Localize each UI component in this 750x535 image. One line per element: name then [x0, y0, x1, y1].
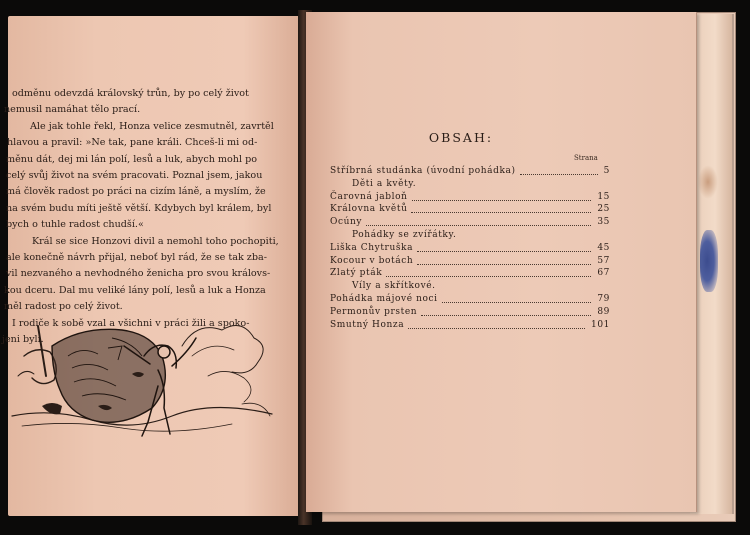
toc-entry	[330, 217, 610, 230]
text-line: vil nezvaného a nevhodného ženicha pro svou královs-	[6, 268, 271, 280]
text-line: na svém budu míti ještě větší. Kdybych byl králem, byl	[6, 202, 272, 214]
text-line: Ale jak tohle řekl, Honza velice zesmutněl, zavrtěl	[30, 120, 274, 132]
entry-page-number: 5	[603, 166, 610, 176]
toc-entry	[330, 320, 610, 333]
dot-leader	[520, 174, 598, 175]
entry-page-number: 89	[597, 306, 610, 317]
toc-entry	[330, 192, 610, 205]
entry-title: Čarovná jabloň	[330, 191, 408, 202]
left-page	[2, 16, 302, 516]
right-page	[306, 12, 697, 512]
text-line: hlavou a pravil: »Ne tak, pane králi. Chceš-li mi od-	[7, 137, 258, 149]
entry-title: Liška Chytruška	[330, 242, 414, 253]
text-line: jeni byli.	[2, 334, 44, 346]
toc-entry	[330, 294, 610, 307]
toc-entry	[330, 204, 610, 217]
text-line: Král se sice Honzovi divil a nemohl toho pochopiti,	[32, 235, 279, 247]
entry-title: Kocour v botách	[330, 255, 414, 266]
toc-entry	[330, 268, 610, 281]
dot-leader	[386, 276, 591, 277]
text-line: celý svůj život na svém pracovati. Poznal jsem, jakou	[6, 170, 263, 182]
text-line: měl radost po celý život.	[4, 301, 123, 313]
text-line: měnu dát, dej mi lán polí, lesů a luk, abych mohl po	[6, 153, 258, 165]
toc-entry	[330, 307, 610, 320]
dot-leader	[417, 251, 591, 252]
entry-page-number: 25	[597, 204, 610, 215]
entry-page-number: 45	[597, 242, 610, 253]
text-line: má člověk radost po práci na cizím láně, a myslím, že	[6, 186, 266, 198]
page-column-header: Strana	[574, 154, 598, 162]
entry-title: Zlatý pták	[330, 268, 383, 279]
entry-title: Smutný Honza	[330, 319, 405, 330]
entry-title: Ocúny	[330, 217, 363, 228]
text-line: ale konečně návrh přijal, neboť byl rád, že se tak zba-	[6, 252, 267, 264]
text-line: nemusil namáhat tělo prací.	[4, 104, 141, 116]
dot-leader	[366, 225, 591, 226]
toc-section-heading	[330, 281, 610, 294]
section-title: Děti a květy.	[352, 178, 417, 189]
section-title: Víly a skřítkové.	[352, 281, 436, 292]
entry-page-number: 15	[597, 191, 610, 202]
toc-section-heading	[330, 230, 610, 243]
story-text	[2, 86, 290, 349]
dot-leader	[411, 212, 591, 213]
dot-leader	[417, 264, 591, 265]
entry-page-number: 67	[597, 268, 610, 279]
dot-leader	[412, 200, 592, 201]
text-line: bych o tuhle radost chudší.«	[6, 219, 144, 231]
dot-leader	[421, 315, 591, 316]
entry-page-number: 79	[597, 294, 610, 304]
section-title: Pohádky se zvířátky.	[352, 230, 457, 240]
toc-title: OBSAH:	[428, 130, 494, 145]
toc-section-heading	[330, 179, 610, 192]
dragon-fight-illustration	[12, 316, 274, 440]
text-line: I rodiče k sobě vzal a všichni v práci žili a spoko-	[12, 317, 250, 329]
toc-entry	[330, 166, 610, 179]
ink-stain	[700, 230, 718, 292]
entry-page-number: 101	[591, 319, 610, 330]
toc-entry	[330, 243, 610, 256]
entry-page-number: 35	[597, 217, 610, 228]
entry-title: Pohádka májové noci	[330, 294, 438, 304]
entry-title: Permonův prsten	[330, 306, 418, 317]
entry-title: Stříbrná studánka (úvodní pohádka)	[330, 166, 516, 176]
text-line: odměnu odevzdá královský trůn, by po celý život	[12, 88, 249, 99]
dot-leader	[408, 328, 585, 329]
text-line: kou dceru. Dal mu veliké lány polí, lesů a luk a Honza	[4, 284, 266, 296]
entry-title: Královna květů	[330, 204, 408, 215]
toc-entry	[330, 256, 610, 269]
entry-page-number: 57	[597, 255, 610, 266]
brown-stain	[698, 165, 718, 199]
dot-leader	[442, 302, 592, 303]
